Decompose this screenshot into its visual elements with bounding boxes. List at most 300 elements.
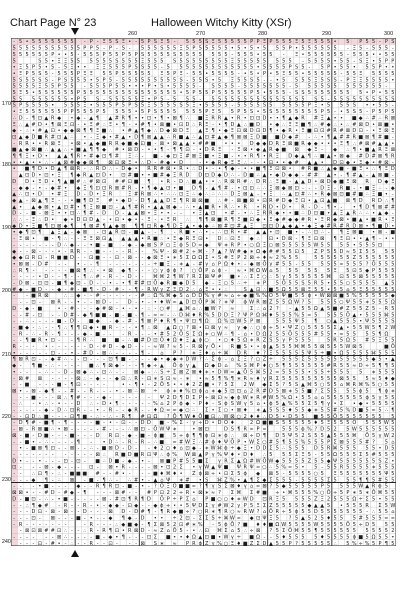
stitch-symbol: ¶ — [45, 198, 48, 204]
stitch-symbol: ¶ — [58, 179, 61, 185]
stitch-symbol: D — [365, 204, 369, 210]
stitch-symbol: P — [103, 77, 106, 83]
stitch-symbol: - — [148, 408, 150, 414]
stitch-symbol: Ω — [340, 350, 344, 356]
stitch-symbol: • — [70, 147, 73, 153]
stitch-symbol: D — [269, 204, 273, 210]
stitch-symbol: ⊠ — [153, 255, 157, 261]
stitch-symbol: - — [39, 388, 41, 394]
stitch-symbol: • — [257, 344, 260, 350]
stitch-symbol: - — [33, 344, 35, 350]
stitch-symbol: # — [57, 192, 61, 198]
stitch-symbol: - — [257, 160, 259, 166]
stitch-symbol: R — [263, 204, 267, 210]
stitch-symbol: 5 — [276, 350, 279, 356]
stitch-symbol: S — [122, 84, 125, 90]
stitch-symbol: Ξ — [237, 236, 240, 242]
stitch-symbol: 5 — [346, 535, 349, 541]
stitch-symbol: 5 — [301, 471, 304, 477]
stitch-symbol: Ω — [275, 522, 279, 528]
stitch-symbol: 5 — [372, 242, 375, 248]
stitch-symbol: ■ — [89, 363, 94, 369]
stitch-symbol: 5 — [327, 103, 330, 109]
stitch-symbol: ■ — [57, 255, 62, 261]
stitch-symbol: 5 — [276, 541, 279, 546]
stitch-symbol: P — [147, 109, 150, 115]
stitch-symbol: ◆ — [12, 198, 16, 204]
stitch-symbol: ⊡ — [243, 185, 247, 191]
stitch-symbol: D — [128, 274, 132, 280]
stitch-symbol: 5 — [289, 471, 292, 477]
stitch-symbol: 5 — [366, 350, 369, 356]
stitch-symbol: R — [269, 376, 273, 382]
stitch-symbol: D — [38, 154, 42, 160]
stitch-symbol: • — [244, 154, 247, 160]
stitch-symbol: ■ — [230, 274, 235, 280]
stitch-symbol: # — [327, 128, 331, 134]
stitch-symbol: R — [192, 344, 196, 350]
stitch-symbol: # — [115, 496, 119, 502]
stitch-symbol: 5 — [90, 58, 93, 64]
stitch-symbol: 5 — [269, 52, 272, 58]
stitch-symbol: % — [153, 249, 158, 255]
stitch-symbol: ⊠ — [44, 204, 48, 210]
stitch-symbol: γ — [218, 458, 221, 464]
stitch-symbol: - — [129, 293, 131, 299]
stitch-symbol: - — [110, 293, 112, 299]
stitch-symbol: • — [244, 211, 247, 217]
stitch-symbol: Ξ — [102, 39, 105, 45]
stitch-symbol: 5 — [327, 388, 330, 394]
stitch-symbol: • — [77, 261, 80, 267]
stitch-symbol: S — [19, 77, 22, 83]
stitch-symbol: # — [70, 306, 74, 312]
stitch-symbol: # — [25, 376, 29, 382]
stitch-symbol: Ξ — [102, 192, 105, 198]
stitch-symbol: - — [148, 331, 150, 337]
stitch-symbol: 5 — [391, 90, 394, 96]
stitch-symbol: Ξ — [212, 39, 215, 45]
stitch-symbol: • — [70, 350, 73, 356]
stitch-symbol: γ — [205, 344, 208, 350]
stitch-symbol: ¶ — [378, 388, 381, 394]
stitch-symbol: P — [58, 84, 61, 90]
stitch-symbol: - — [116, 414, 118, 420]
column-number: 260 — [128, 31, 137, 37]
stitch-symbol: 5 — [359, 306, 362, 312]
stitch-symbol: 5 — [276, 503, 279, 509]
stitch-symbol: • — [378, 52, 381, 58]
stitch-symbol: ¶ — [77, 439, 80, 445]
stitch-symbol: ◆ — [288, 160, 292, 166]
stitch-symbol: 5 — [385, 452, 388, 458]
stitch-symbol: 2 — [192, 382, 195, 388]
stitch-symbol: Ō — [160, 495, 164, 502]
stitch-symbol: 5 — [359, 414, 362, 420]
stitch-symbol: 5 — [353, 350, 356, 356]
stitch-symbol: • — [205, 166, 208, 172]
stitch-symbol: ◆ — [263, 249, 267, 255]
stitch-symbol: ◆ — [307, 408, 311, 414]
stitch-symbol: R — [166, 319, 170, 325]
stitch-symbol: 5 — [321, 52, 324, 58]
stitch-symbol: ◆ — [186, 401, 190, 407]
stitch-symbol: # — [269, 439, 273, 445]
stitch-symbol: - — [45, 382, 47, 388]
stitch-symbol: W — [230, 515, 235, 521]
stitch-symbol: ¶ — [179, 414, 182, 420]
stitch-symbol: W — [313, 242, 318, 248]
stitch-symbol: 5 — [327, 338, 330, 344]
stitch-symbol: S — [160, 84, 163, 90]
stitch-symbol: W — [390, 325, 395, 331]
stitch-symbol: 5 — [327, 509, 330, 515]
stitch-symbol: ∴ — [115, 522, 118, 528]
stitch-symbol: ¶ — [13, 357, 16, 363]
stitch-symbol: 5 — [250, 96, 253, 102]
stitch-symbol: ⊠ — [160, 141, 164, 147]
stitch-symbol: ⌘ — [236, 490, 241, 496]
stitch-symbol: - — [39, 369, 41, 375]
stitch-symbol: - — [58, 446, 60, 452]
stitch-symbol: 5 — [327, 71, 330, 77]
stitch-symbol: 5 — [353, 376, 356, 382]
stitch-symbol: # — [237, 223, 241, 229]
stitch-symbol: ▲ — [51, 147, 55, 153]
stitch-symbol: ? — [167, 414, 170, 420]
stitch-symbol: - — [129, 401, 131, 407]
stitch-symbol: - — [26, 300, 28, 306]
stitch-symbol: 5 — [391, 477, 394, 483]
stitch-symbol: - — [20, 369, 22, 375]
stitch-symbol: - — [187, 77, 189, 83]
stitch-symbol: 5 — [109, 52, 112, 58]
stitch-symbol: 5 — [58, 39, 61, 45]
stitch-symbol: ◆ — [38, 204, 42, 210]
stitch-symbol: ϕ — [205, 433, 209, 439]
stitch-symbol: ■ — [288, 293, 293, 299]
stitch-symbol: D — [192, 293, 196, 299]
stitch-symbol: 5 — [353, 452, 356, 458]
stitch-symbol: 5 — [276, 515, 279, 521]
stitch-symbol: - — [347, 166, 349, 172]
stitch-symbol: ⊠ — [211, 217, 215, 223]
stitch-symbol: D — [89, 350, 93, 356]
stitch-symbol: # — [352, 192, 356, 198]
stitch-symbol: 5 — [359, 242, 362, 248]
stitch-symbol: ◆ — [179, 281, 183, 287]
stitch-symbol: ■ — [38, 134, 43, 140]
stitch-symbol: ϕ — [244, 471, 248, 477]
stitch-symbol: Ξ — [340, 141, 343, 147]
stitch-symbol: # — [166, 306, 170, 312]
stitch-symbol: D — [128, 446, 132, 452]
stitch-symbol: ■ — [57, 319, 62, 325]
stitch-symbol: 5 — [366, 465, 369, 471]
stitch-symbol: ▲ — [134, 211, 138, 217]
stitch-symbol: - — [13, 477, 15, 483]
stitch-symbol: ■ — [95, 420, 100, 426]
stitch-symbol: 5 — [70, 103, 73, 109]
stitch-symbol: 5 — [102, 90, 105, 96]
stitch-symbol: ⊠ — [147, 192, 151, 198]
stitch-symbol: - — [84, 115, 86, 121]
stitch-symbol: - — [334, 185, 336, 191]
stitch-symbol: ⊠ — [230, 414, 234, 420]
stitch-symbol: R — [77, 166, 81, 172]
stitch-symbol: - — [187, 528, 189, 534]
stitch-symbol: Σ — [212, 357, 215, 363]
stitch-symbol: R — [154, 166, 158, 172]
stitch-symbol: ? — [289, 515, 292, 521]
stitch-symbol: - — [84, 300, 86, 306]
stitch-symbol: - — [116, 293, 118, 299]
stitch-symbol: ⊠ — [153, 325, 157, 331]
stitch-symbol: - — [20, 515, 22, 521]
stitch-symbol: ◆ — [32, 477, 36, 483]
stitch-symbol: P — [77, 71, 80, 77]
stitch-symbol: P — [199, 395, 202, 401]
stitch-symbol: D — [121, 509, 125, 515]
stitch-symbol: S — [391, 319, 394, 325]
stitch-symbol: ∴ — [90, 268, 93, 274]
stitch-symbol: ■ — [31, 211, 36, 217]
stitch-symbol: 5 — [366, 535, 369, 541]
stitch-symbol: ▲ — [198, 179, 202, 185]
stitch-symbol: ▲ — [205, 211, 209, 217]
stitch-symbol: 2 — [167, 395, 170, 401]
stitch-symbol: ⊠ — [243, 192, 247, 198]
stitch-symbol: - — [52, 274, 54, 280]
stitch-symbol: ■ — [44, 236, 49, 242]
stitch-symbol: 5 — [301, 293, 304, 299]
stitch-symbol: 5 — [321, 261, 324, 267]
stitch-symbol: 5 — [321, 300, 324, 306]
stitch-symbol: ■ — [166, 458, 171, 464]
stitch-symbol: ⌂ — [231, 528, 234, 534]
stitch-symbol: 5 — [147, 65, 150, 71]
stitch-symbol: - — [154, 509, 156, 515]
stitch-symbol: % — [281, 465, 286, 471]
stitch-symbol: R — [115, 230, 119, 236]
stitch-symbol: 5 — [154, 77, 157, 83]
stitch-symbol: • — [160, 179, 163, 185]
stitch-symbol: # — [76, 395, 80, 401]
stitch-symbol: ϕ — [378, 484, 382, 490]
stitch-symbol: - — [20, 503, 22, 509]
stitch-symbol: - — [103, 471, 105, 477]
stitch-symbol: • — [327, 141, 330, 147]
stitch-symbol: # — [140, 122, 144, 128]
stitch-symbol: P — [378, 65, 381, 71]
stitch-symbol: ◆ — [147, 128, 151, 134]
stitch-symbol: - — [174, 261, 176, 267]
stitch-symbol: # — [128, 319, 132, 325]
stitch-symbol: 5 — [282, 369, 285, 375]
stitch-symbol: 5 — [295, 109, 298, 115]
stitch-symbol: ∴ — [186, 217, 189, 223]
stitch-symbol: D — [263, 541, 267, 546]
stitch-symbol: - — [289, 179, 291, 185]
stitch-symbol: 5 — [282, 96, 285, 102]
stitch-symbol: 5 — [327, 528, 330, 534]
stitch-symbol: 5 — [346, 420, 349, 426]
stitch-symbol: 5 — [32, 96, 35, 102]
stitch-symbol: - — [212, 401, 214, 407]
stitch-symbol: - — [20, 484, 22, 490]
stitch-symbol: • — [141, 477, 144, 483]
stitch-symbol: D — [102, 173, 106, 179]
stitch-symbol: - — [142, 306, 144, 312]
stitch-symbol: 5 — [295, 515, 298, 521]
stitch-symbol: ◆ — [147, 363, 151, 369]
stitch-symbol: 5 — [90, 109, 93, 115]
stitch-symbol: 5 — [96, 84, 99, 90]
stitch-symbol: - — [122, 484, 124, 490]
stitch-symbol: 5 — [276, 338, 279, 344]
stitch-symbol: R — [256, 395, 260, 401]
stitch-symbol: - — [20, 350, 22, 356]
stitch-symbol: 5 — [218, 77, 221, 83]
stitch-symbol: # — [205, 439, 209, 445]
stitch-symbol: 5 — [378, 84, 381, 90]
stitch-symbol: 5 — [366, 420, 369, 426]
stitch-symbol: Ξ — [269, 192, 272, 198]
stitch-symbol: ◆ — [83, 331, 87, 337]
stitch-symbol: ■ — [134, 230, 139, 236]
stitch-symbol: - — [97, 541, 99, 546]
stitch-symbol: 5 — [186, 39, 189, 45]
stitch-symbol: 5 — [301, 388, 304, 394]
stitch-symbol: 5 — [378, 357, 381, 363]
stitch-symbol: D — [237, 350, 241, 356]
stitch-symbol: - — [52, 319, 54, 325]
stitch-symbol: R — [314, 281, 318, 287]
stitch-symbol: ⊡ — [256, 115, 260, 121]
stitch-symbol: ▲ — [301, 515, 305, 521]
stitch-symbol: - — [58, 433, 60, 439]
stitch-symbol: ¶ — [77, 414, 80, 420]
stitch-symbol: - — [65, 439, 67, 445]
stitch-symbol: ◆ — [96, 154, 100, 160]
stitch-symbol: ▲ — [89, 115, 93, 121]
stitch-symbol: Ξ — [147, 217, 150, 223]
stitch-symbol: ◆ — [38, 503, 42, 509]
stitch-symbol: 2 — [173, 490, 176, 496]
stitch-symbol: 5 — [282, 408, 285, 414]
stitch-symbol: - — [135, 357, 137, 363]
stitch-symbol: ∴ — [154, 128, 157, 134]
stitch-symbol: D — [186, 357, 190, 363]
stitch-symbol: Ω — [224, 261, 228, 267]
stitch-symbol: ⊠ — [217, 223, 221, 229]
stitch-symbol: ∴ — [64, 357, 67, 363]
stitch-symbol: R — [109, 185, 113, 191]
stitch-symbol: ⊡ — [51, 338, 55, 344]
stitch-symbol: • — [340, 109, 343, 115]
stitch-symbol: ⊠ — [96, 204, 100, 210]
stitch-symbol: ∗ — [217, 433, 221, 439]
stitch-symbol: Ψ — [288, 325, 292, 331]
stitch-symbol: • — [58, 306, 61, 312]
stitch-symbol: # — [115, 154, 119, 160]
stitch-symbol: D — [282, 236, 286, 242]
stitch-symbol: ■ — [333, 306, 338, 312]
stitch-symbol: ▲ — [179, 300, 183, 306]
stitch-symbol: ∴ — [378, 115, 381, 121]
stitch-symbol: ◆ — [256, 217, 260, 223]
stitch-symbol: • — [192, 230, 195, 236]
stitch-symbol: 5 — [372, 281, 375, 287]
stitch-symbol: - — [58, 503, 60, 509]
stitch-symbol: Ξ — [205, 122, 208, 128]
stitch-symbol: 5 — [378, 471, 381, 477]
stitch-symbol: ◆ — [70, 128, 74, 134]
stitch-symbol: ▲ — [314, 160, 318, 166]
stitch-symbol: ◆ — [198, 192, 202, 198]
stitch-symbol: ¶ — [218, 185, 221, 191]
stitch-symbol: ≈ — [173, 408, 177, 414]
stitch-symbol: Ō — [160, 381, 164, 388]
stitch-symbol: 5 — [173, 77, 176, 83]
stitch-symbol: - — [289, 306, 291, 312]
stitch-symbol: D — [365, 122, 369, 128]
stitch-symbol: - — [135, 319, 137, 325]
stitch-symbol: ⊠ — [31, 388, 35, 394]
stitch-symbol: 5 — [372, 528, 375, 534]
stitch-symbol: 5 — [64, 103, 67, 109]
stitch-symbol: Ξ — [19, 109, 22, 115]
stitch-symbol: # — [378, 477, 382, 483]
stitch-symbol: ∴ — [231, 433, 234, 439]
stitch-symbol: S — [301, 281, 304, 287]
stitch-symbol: ? — [199, 484, 202, 490]
stitch-symbol: ∴ — [135, 388, 138, 394]
stitch-symbol: - — [65, 401, 67, 407]
stitch-symbol: ϕ — [167, 452, 171, 458]
stitch-symbol: ⊠ — [282, 166, 286, 172]
stitch-symbol: ? — [263, 350, 266, 356]
stitch-symbol: ? — [250, 357, 253, 363]
stitch-symbol: - — [142, 255, 144, 261]
stitch-symbol: - — [65, 287, 67, 293]
stitch-symbol: 5 — [167, 65, 170, 71]
stitch-symbol: 5 — [308, 306, 311, 312]
stitch-symbol: 5 — [32, 46, 35, 52]
stitch-symbol: • — [32, 192, 35, 198]
stitch-symbol: 5 — [372, 458, 375, 464]
stitch-symbol: 5 — [58, 109, 61, 115]
stitch-symbol: 5 — [102, 58, 105, 64]
stitch-symbol: 5 — [378, 300, 381, 306]
stitch-symbol: ◆ — [115, 363, 119, 369]
stitch-symbol: ■ — [31, 395, 36, 401]
stitch-symbol: 5 — [295, 281, 298, 287]
stitch-symbol: S — [218, 255, 221, 261]
stitch-symbol: ¶ — [135, 287, 138, 293]
stitch-symbol: Ξ — [231, 77, 234, 83]
stitch-symbol: # — [57, 357, 61, 363]
stitch-symbol: R — [211, 147, 215, 153]
stitch-symbol: 5 — [282, 46, 285, 52]
stitch-symbol: 5 — [70, 46, 73, 52]
stitch-symbol: 5 — [19, 52, 22, 58]
stitch-symbol: W — [211, 306, 216, 312]
stitch-symbol: ■ — [76, 471, 81, 477]
stitch-symbol: ? — [218, 300, 221, 306]
stitch-symbol: ϕ — [160, 503, 164, 509]
stitch-symbol: S — [301, 90, 304, 96]
